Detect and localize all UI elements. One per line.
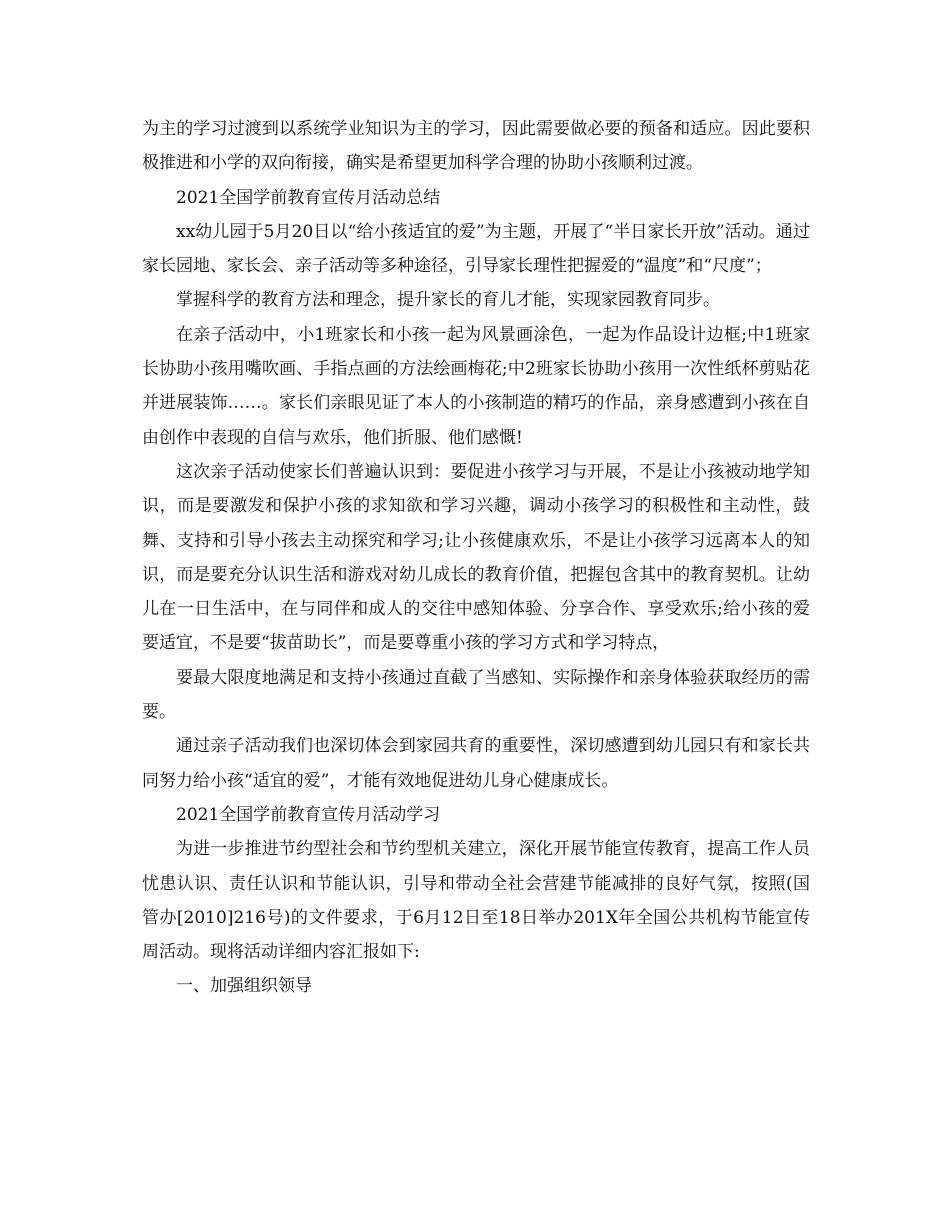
subheading-organization: 一、加强组织领导: [176, 976, 312, 997]
paragraph-parent-skills: 掌握科学的教育方法和理念，提升家长的育儿才能，实现家园教育同步。: [176, 290, 720, 311]
paragraph-coeducation: 通过亲子活动我们也深切体会到家园共育的重要性，深切感遭到幼儿园只有和家长共同努力给小孩“适宜的爱”，才能有效地促进幼儿身心健康成长。: [142, 736, 810, 791]
paragraph-parent-child-activity: 在亲子活动中，小1班家长和小孩一起为风景画涂色，一起为作品设计边框;中1班家长协助小孩用嘴吹画、手指点画的方法绘画梅花;中2班家长协助小孩用一次性纸杯剪贴花并进展装饰……。家长们亲眼见证了本人的小孩制造的精巧的作品，亲身感遭到小孩在自由创作中表现的自信与欢乐，他们折服、他们感慨!: [142, 324, 810, 448]
paragraph-needs: 要最大限度地满足和支持小孩通过直截了当感知、实际操作和亲身体验获取经历的需要。: [142, 667, 810, 723]
paragraph-parent-understanding: 这次亲子活动使家长们普遍认识到：要促进小孩学习与开展，不是让小孩被动地学知识，而是要激发和保护小孩的求知欲和学习兴趣，调动小孩学习的积极性和主动性，鼓舞、支持和引导小孩去主动探究和学习;让小孩健康欢乐，不是让小孩学习远离本人的知识，而是要充分认识生活和游戏对幼儿成长的教育价值，把握包含其中的教育契机。让幼儿在一日生活中，在与同伴和成人的交往中感知体验、分享合作、享受欢乐;给小孩的爱要适宜，不是要“拔苗助长”，而是要尊重小孩的学习方式和学习特点，: [142, 461, 810, 654]
paragraph-activity-intro: xx幼儿园于5月20日以“给小孩适宜的爱”为主题，开展了“半日家长开放”活动。通过家长园地、家长会、亲子活动等多种途径，引导家长理性把握爱的“温度”和“尺度”；: [142, 221, 810, 277]
paragraph-continuation: 为主的学习过渡到以系统学业知识为主的学习，因此需要做必要的预备和适应。因此要积极推进和小学的双向衔接，确实是希望更加科学合理的协助小孩顺利过渡。: [142, 119, 810, 174]
section-heading-study: 2021全国学前教育宣传月活动学习: [176, 804, 441, 825]
paragraph-energy-week: 为进一步推进节约型社会和节约型机关建立，深化开展节能宣传教育，提高工作人员忧患认识、责任认识和节能认识，引导和带动全社会营建节能减排的良好气氛，按照(国管办[2010]216号)的文件要求，于6月12日至18日举办201X年全国公共机构节能宣传周活动。现将活动详细内容汇报如下:: [142, 839, 810, 963]
document-body: [142, 112, 810, 1004]
section-heading-summary: 2021全国学前教育宣传月活动总结: [176, 187, 441, 208]
